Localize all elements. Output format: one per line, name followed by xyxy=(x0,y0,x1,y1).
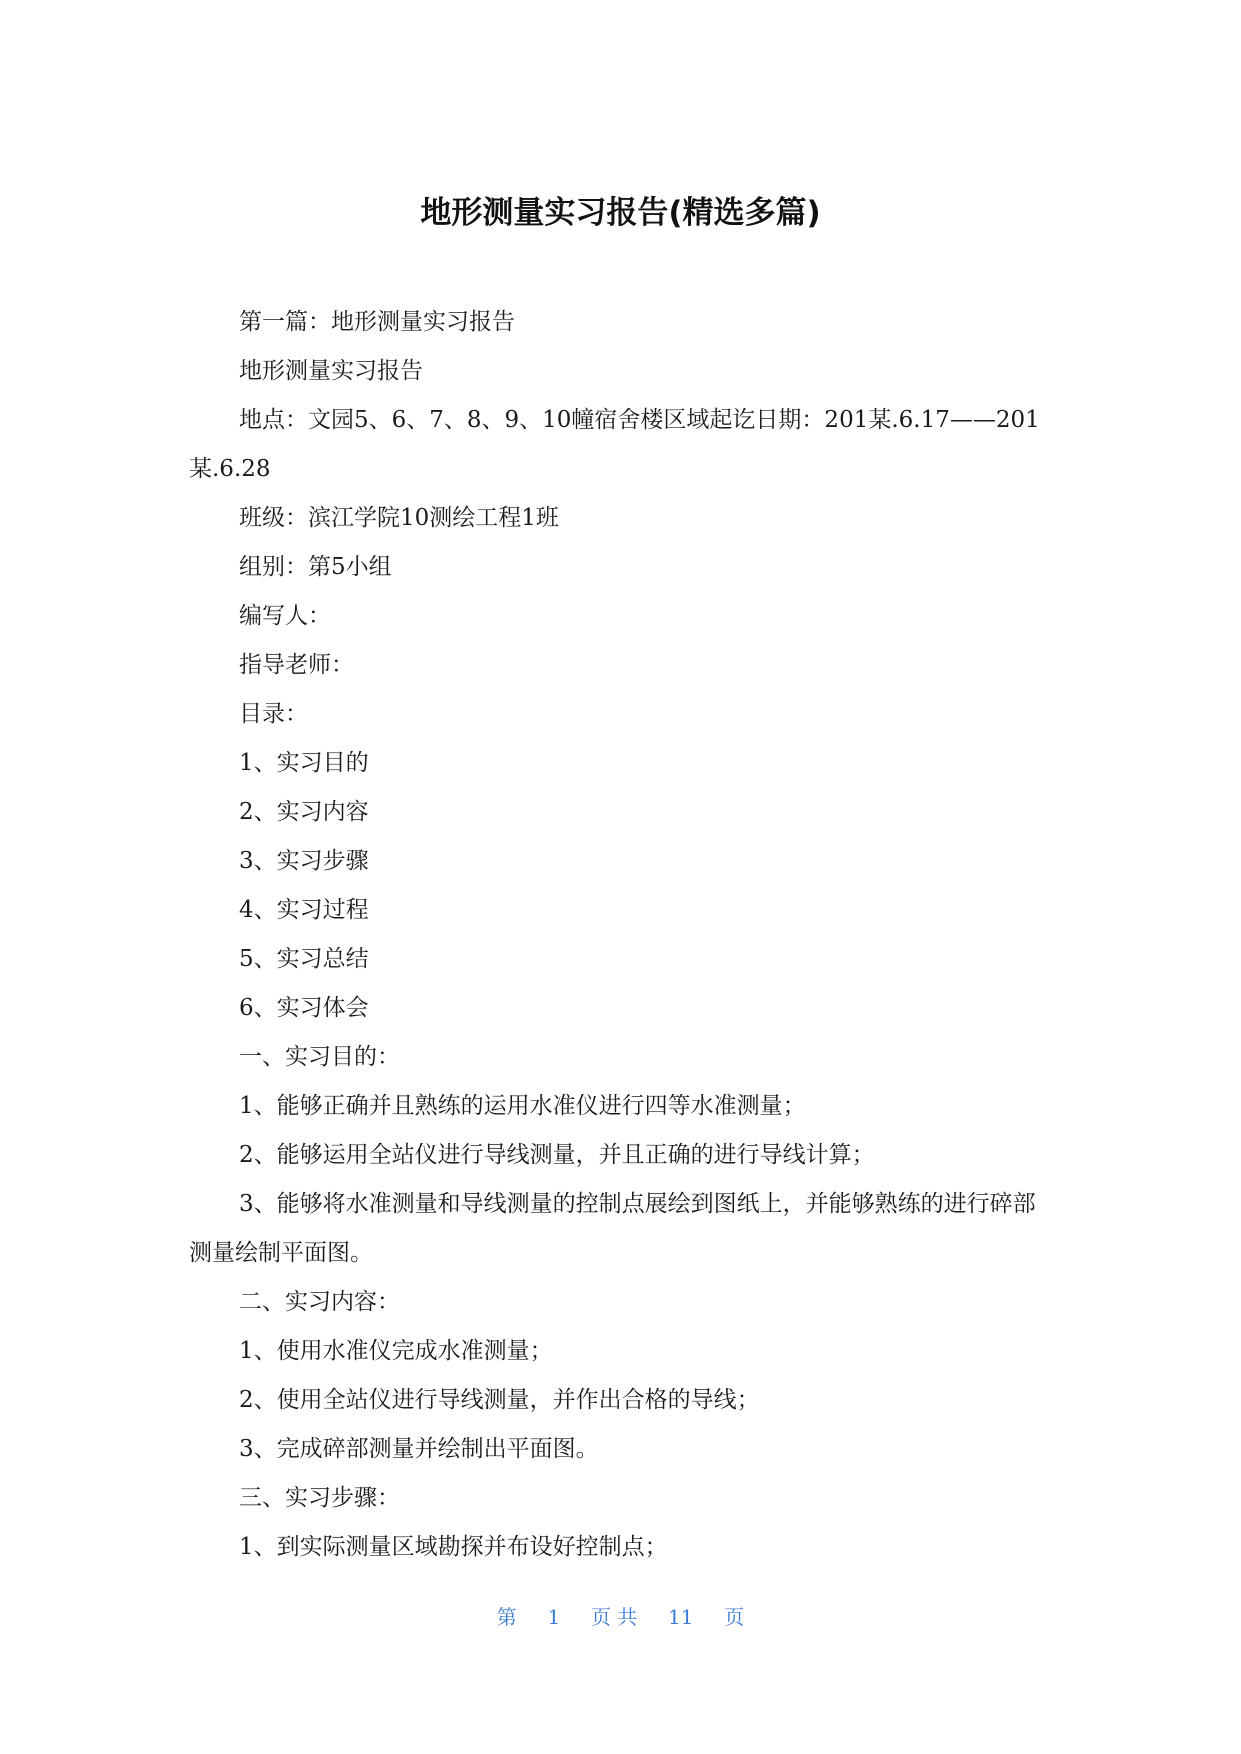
paragraph: 班级：滨江学院10测绘工程1班 xyxy=(239,505,559,531)
footer-prefix: 第 xyxy=(496,1605,517,1629)
paragraph: 3、能够将水准测量和导线测量的控制点展绘到图纸上，并能够熟练的进行碎部测量绘制平面图。 xyxy=(189,1191,1036,1266)
document-body xyxy=(189,298,1055,1572)
paragraph: 目录： xyxy=(239,701,308,727)
total-pages-number: 11 xyxy=(668,1605,694,1629)
paragraph: 2、使用全站仪进行导线测量，并作出合格的导线； xyxy=(239,1387,760,1413)
paragraph: 1、使用水准仪完成水准测量； xyxy=(239,1338,553,1364)
paragraph: 1、能够正确并且熟练的运用水准仪进行四等水准测量； xyxy=(239,1093,806,1119)
paragraph: 编写人： xyxy=(239,603,331,629)
toc-item: 5、实习总结 xyxy=(239,946,369,972)
toc-item: 1、实习目的 xyxy=(239,750,369,776)
page-footer xyxy=(0,1602,1241,1632)
toc-item: 2、实习内容 xyxy=(239,799,369,825)
paragraph: 地形测量实习报告 xyxy=(239,358,423,384)
document-title: 地形测量实习报告(精选多篇) xyxy=(420,195,821,231)
footer-suffix: 页 xyxy=(724,1605,745,1629)
footer-middle: 页 共 xyxy=(590,1605,638,1629)
section-heading: 一、实习目的： xyxy=(239,1044,400,1070)
toc-item: 3、实习步骤 xyxy=(239,848,369,874)
section-heading: 三、实习步骤： xyxy=(239,1485,400,1511)
paragraph: 地点：文园5、6、7、8、9、10幢宿舍楼区域起讫日期：201某.6.17——201某.6.28 xyxy=(189,407,1040,482)
paragraph: 1、到实际测量区域勘探并布设好控制点； xyxy=(239,1534,668,1560)
paragraph: 2、能够运用全站仪进行导线测量，并且正确的进行导线计算； xyxy=(239,1142,875,1168)
current-page-number: 1 xyxy=(547,1605,561,1629)
paragraph: 3、完成碎部测量并绘制出平面图。 xyxy=(239,1436,599,1462)
paragraph: 组别：第5小组 xyxy=(239,554,392,580)
section-heading: 二、实习内容： xyxy=(239,1289,400,1315)
toc-item: 6、实习体会 xyxy=(239,995,369,1021)
paragraph: 第一篇：地形测量实习报告 xyxy=(239,309,515,335)
toc-item: 4、实习过程 xyxy=(239,897,369,923)
paragraph: 指导老师： xyxy=(239,652,354,678)
